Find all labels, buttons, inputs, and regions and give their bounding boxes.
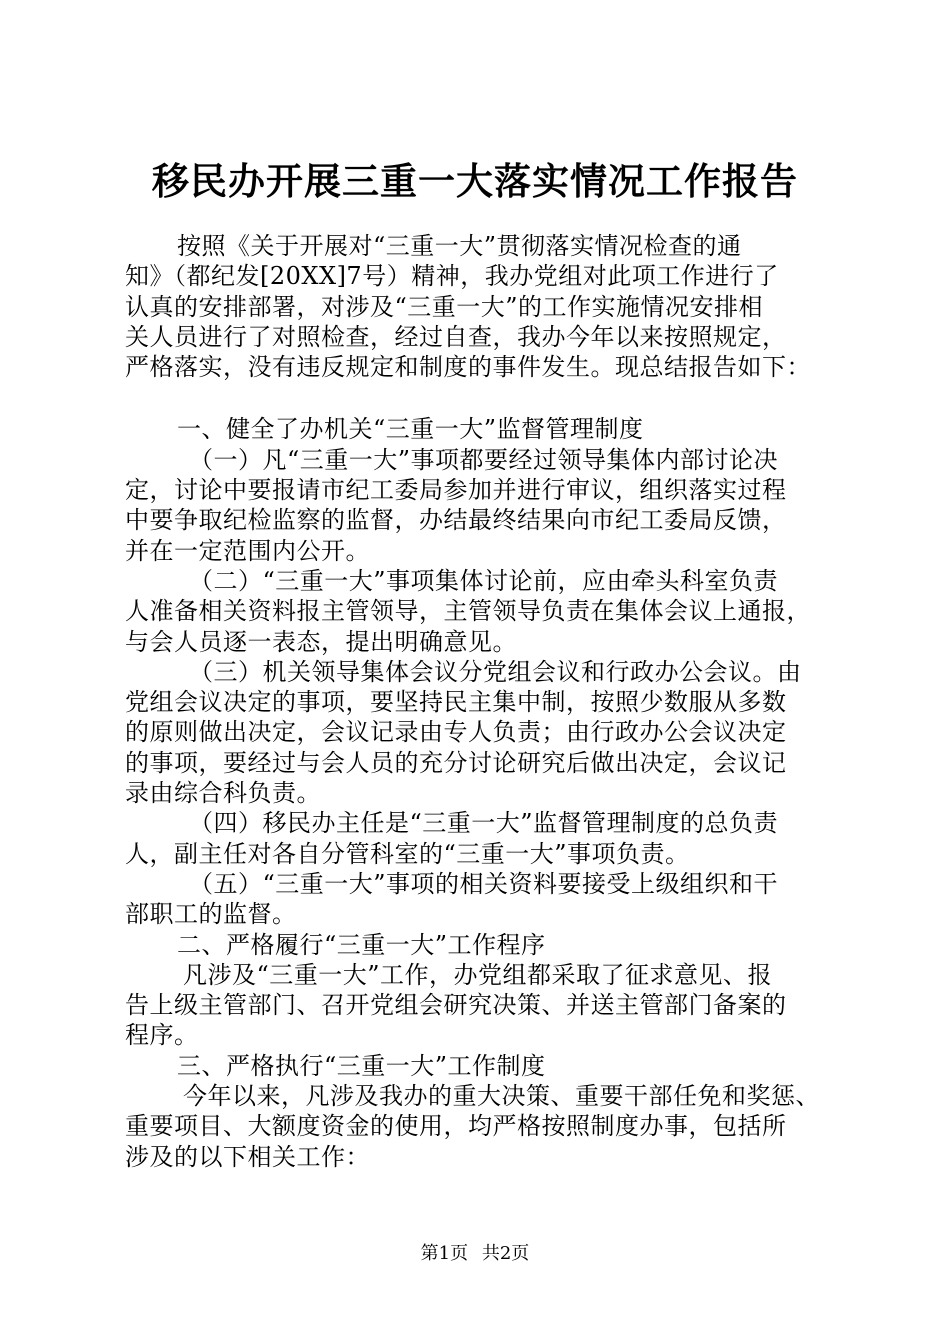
document-title: 移民办开展三重一大落实情况工作报告 (152, 159, 798, 203)
paragraph-line: 重要项目、大额度资金的使用，均严格按照制度办事，包括所 (125, 1112, 787, 1141)
paragraph-line: 按照《关于开展对“三重一大”贯彻落实情况检查的通 (177, 232, 742, 260)
paragraph-line: 严格落实，没有违反规定和制度的事件发生。现总结报告如下： (125, 353, 811, 382)
paragraph-line: 的原则做出决定，会议记录由专人负责；由行政办公会议决定 (125, 718, 787, 747)
paragraph-line: 关人员进行了对照检查，经过自查，我办今年以来按照规定， (125, 322, 787, 351)
paragraph-line: 部职工的监督。 (125, 900, 297, 929)
paragraph-line: （三）机关领导集体会议分党组会议和行政办公会议。由 (189, 657, 802, 686)
paragraph-line: （一）凡“三重一大”事项都要经过领导集体内部讨论决 (189, 445, 779, 474)
page-footer (0, 1242, 950, 1266)
paragraph-line: （二）“三重一大”事项集体讨论前，应由牵头科室负责 (189, 566, 779, 595)
page-number: 第1页 (420, 1243, 469, 1264)
section-heading: 一、健全了办机关“三重一大”监督管理制度 (177, 415, 644, 444)
paragraph-line: 程序。 (125, 1021, 199, 1050)
paragraph-line: 与会人员逐一表态，提出明确意见。 (125, 627, 517, 656)
paragraph-line: （四）移民办主任是“三重一大”监督管理制度的总负责 (189, 809, 779, 838)
paragraph-line: 涉及的以下相关工作： (125, 1142, 370, 1171)
paragraph-line: 中要争取纪检监察的监督，办结最终结果向市纪工委局反馈， (125, 506, 787, 535)
paragraph-line: 今年以来，凡涉及我办的重大决策、重要干部任免和奖惩、 (183, 1082, 820, 1111)
paragraph-line: （五）“三重一大”事项的相关资料要接受上级组织和干 (189, 869, 779, 898)
paragraph-line: 认真的安排部署，对涉及“三重一大”的工作实施情况安排相 (125, 292, 764, 321)
paragraph-line: 知》（都纪发[20XX]7号）精神，我办党组对此项工作进行了 (125, 262, 779, 291)
page-total: 共2页 (481, 1243, 530, 1264)
paragraph-line: 人准备相关资料报主管领导，主管领导负责在集体会议上通报， (125, 597, 811, 626)
paragraph-line: 的事项，要经过与会人员的充分讨论研究后做出决定，会议记 (125, 748, 787, 777)
paragraph-line: 人，副主任对各自分管科室的“三重一大”事项负责。 (125, 839, 690, 868)
section-heading: 二、严格履行“三重一大”工作程序 (177, 930, 546, 959)
paragraph-line: 凡涉及“三重一大”工作，办党组都采取了征求意见、报 (183, 960, 773, 989)
paragraph-line: 党组会议决定的事项，要坚持民主集中制，按照少数服从多数 (125, 688, 787, 717)
paragraph-line: 告上级主管部门、召开党组会研究决策、并送主管部门备案的 (125, 991, 787, 1020)
paragraph-line: 并在一定范围内公开。 (125, 536, 370, 565)
section-heading: 三、严格执行“三重一大”工作制度 (177, 1051, 546, 1080)
paragraph-line: 录由综合科负责。 (125, 779, 321, 808)
document-body (125, 231, 840, 1172)
paragraph-line: 定，讨论中要报请市纪工委局参加并进行审议，组织落实过程 (125, 476, 787, 505)
